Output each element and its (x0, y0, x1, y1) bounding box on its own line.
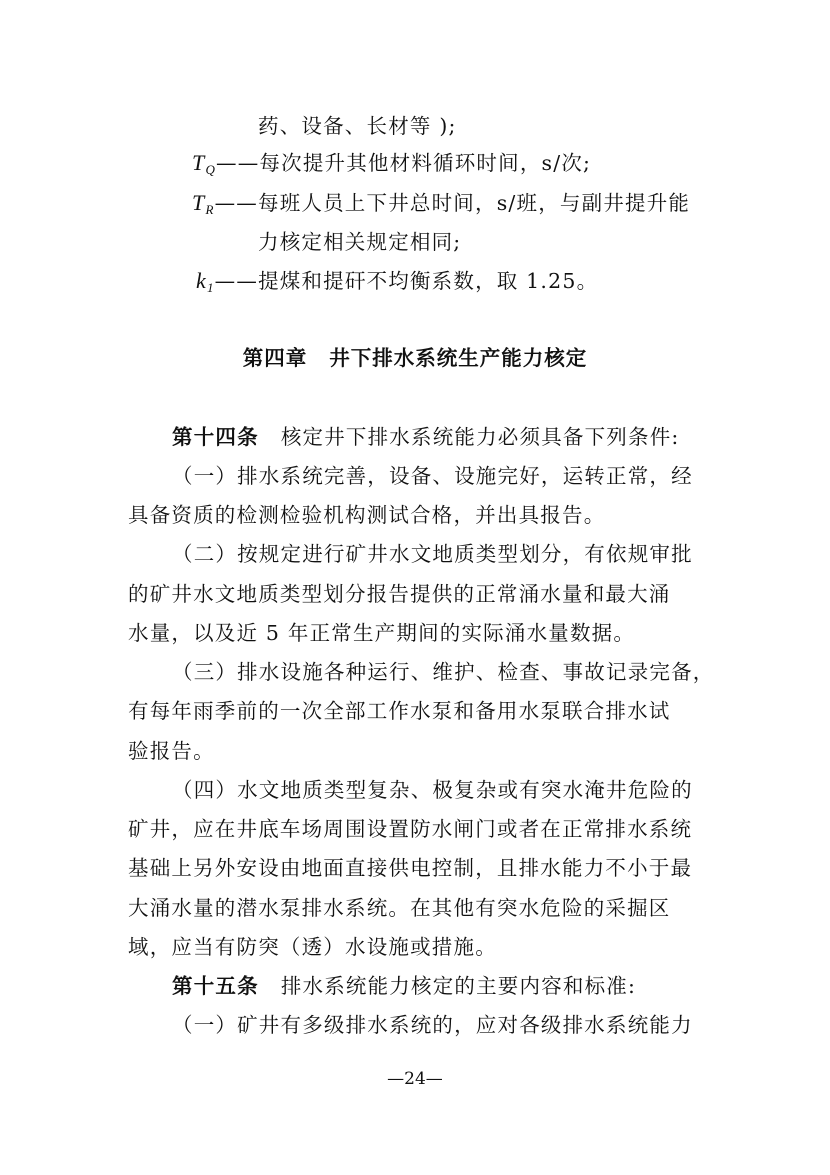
chapter-title: 井下排水系统生产能力核定 (329, 346, 588, 370)
paragraph-line: （二）按规定进行矿井水文地质类型划分，有依规审批 (172, 542, 693, 566)
paragraph-line: 水量，以及近 5 年正常生产期间的实际涌水量数据。 (128, 621, 636, 645)
definition-text: ——提煤和提矸不均衡系数，取 1.25。 (214, 269, 599, 293)
article-intro: 排水系统能力核定的主要内容和标准: (280, 974, 637, 998)
definition-tq (192, 149, 591, 184)
paragraph-line: （一）排水系统完善，设备、设施完好，运转正常，经 (172, 464, 693, 488)
article-intro: 核定井下排水系统能力必须具备下列条件: (280, 425, 680, 449)
chapter-number: 第四章 (242, 346, 308, 370)
symbol-k1: $k_1$ (196, 268, 215, 295)
definition-continuation (258, 112, 457, 140)
definition-text: 药、设备、长材等 ); (258, 114, 457, 138)
definition-tr-continuation (258, 228, 461, 256)
definition-text: ——每班人员上下井总时间，s/班，与副井提升能 (214, 191, 691, 215)
paragraph-line: 域，应当有防突（透）水设施或措施。 (128, 935, 497, 959)
paragraph-line: 有每年雨季前的一次全部工作水泵和备用水泵联合排水试 (128, 699, 671, 723)
page-number: —24— (387, 1069, 443, 1089)
paragraph-line: 矿井，应在井底车场周围设置防水闸门或者在正常排水系统 (128, 817, 693, 841)
definition-text: ——每次提升其他材料循环时间，s/次; (216, 151, 592, 175)
article-label: 第十四条 (172, 425, 259, 449)
symbol-tr: $T_R$ (192, 190, 215, 217)
article-14-heading (172, 423, 680, 451)
paragraph-line: （一）矿井有多级排水系统的，应对各级排水系统能力 (172, 1013, 693, 1037)
article-15-heading (172, 972, 636, 1000)
symbol-tq: $T_Q$ (192, 150, 217, 177)
paragraph-line: 具备资质的检测检验机构测试合格，并出具报告。 (128, 503, 606, 527)
article-label: 第十五条 (172, 974, 259, 998)
paragraph-line: 基础上另外安设由地面直接供电控制，且排水能力不小于最 (128, 856, 693, 880)
paragraph-line: 验报告。 (128, 739, 215, 763)
paragraph-line: （三）排水设施各种运行、维护、检查、事故记录完备， (172, 660, 715, 684)
definition-tr (192, 189, 690, 224)
definition-k1 (196, 267, 598, 302)
paragraph-line: 的矿井水文地质类型划分报告提供的正常涌水量和最大涌 (128, 582, 671, 606)
paragraph-line: 大涌水量的潜水泵排水系统。在其他有突水危险的采掘区 (128, 896, 671, 920)
chapter-heading (0, 343, 830, 373)
definition-text: 力核定相关规定相同; (258, 230, 462, 254)
paragraph-line: （四）水文地质类型复杂、极复杂或有突水淹井危险的 (172, 778, 693, 802)
